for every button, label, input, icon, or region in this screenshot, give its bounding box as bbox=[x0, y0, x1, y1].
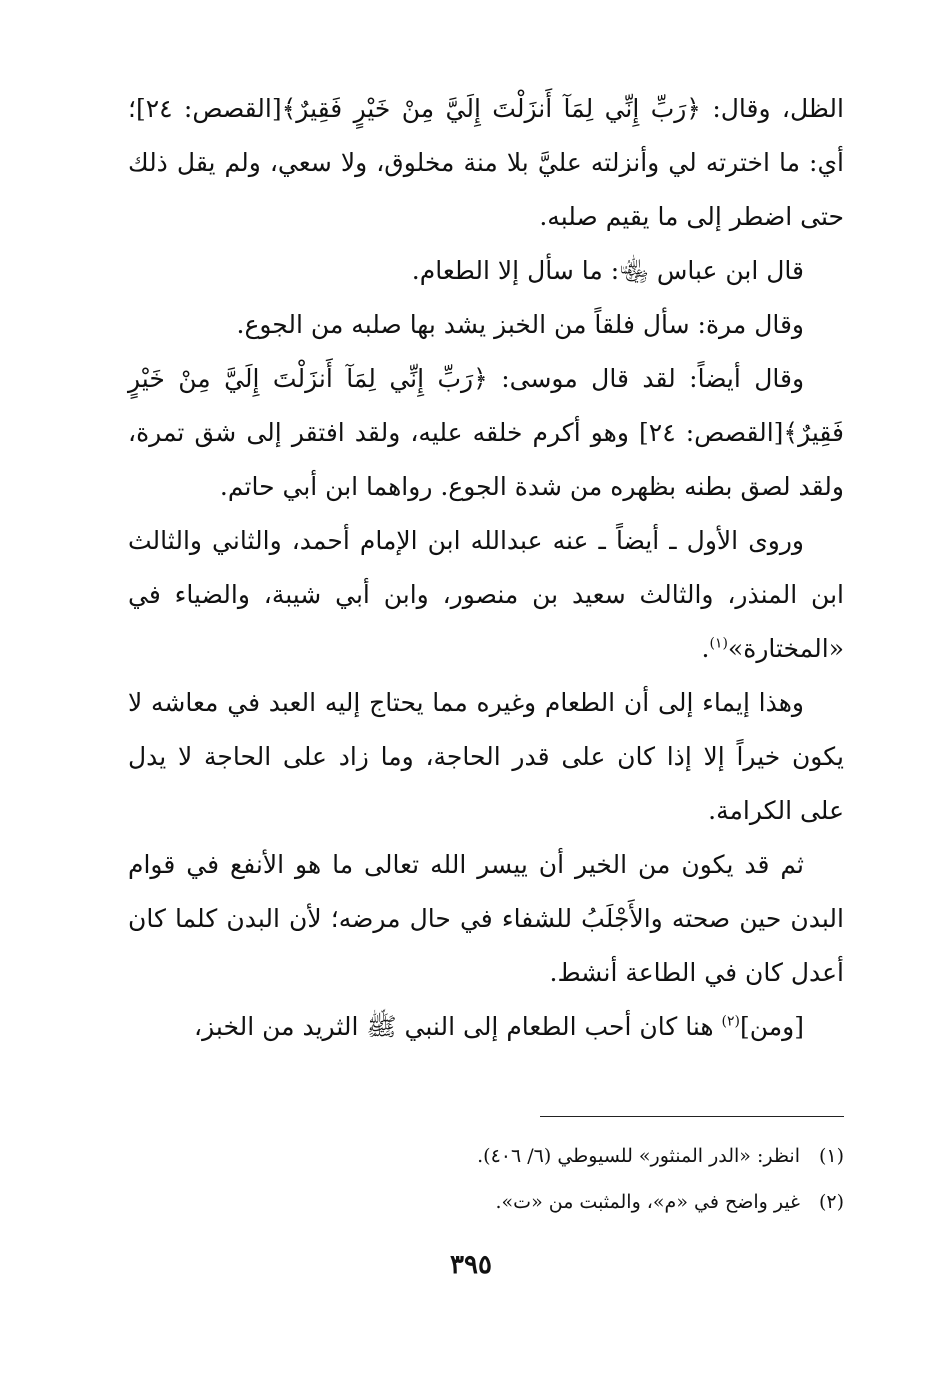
paragraph bbox=[128, 244, 844, 298]
quran-verse: ﴿رَبِّ إِنِّي لِمَآ أَنزَلْتَ إِلَيَّ مِنْ خَيْرٍ فَقِيرٌ﴾ bbox=[281, 94, 701, 123]
paragraph-text: ثم قد يكون من الخير أن ييسر الله تعالى ما هو الأنفع في قوام البدن حين صحته والأَجْلَبُ للشفاء في حال مرضه؛ لأن البدن كلما كان أعدل كان في الطاعة أنشط. bbox=[128, 850, 844, 987]
paragraph-text: [ومن] bbox=[739, 1012, 804, 1041]
page-number: ٣٩٥ bbox=[450, 1250, 492, 1280]
paragraph-text: وروى الأول ـ أيضاً ـ عنه عبدالله ابن الإمام أحمد، والثاني والثالث ابن المنذر، والثالث سعيد بن منصور، وابن أبي شيبة، والضياء في «المختارة» bbox=[128, 526, 844, 663]
paragraph-text: وهذا إيماء إلى أن الطعام وغيره مما يحتاج إليه العبد في معاشه لا يكون خيراً إلا إذا كان على قدر الحاجة، وما زاد على الحاجة لا يدل على الكرامة. bbox=[128, 688, 844, 825]
footnote-number: (١) bbox=[818, 1145, 844, 1167]
paragraph bbox=[128, 298, 844, 352]
footnotes bbox=[128, 1133, 844, 1225]
paragraph-text: وقال مرة: سأل فلقاً من الخبز يشد بها صلبه من الجوع. bbox=[236, 310, 804, 339]
paragraph bbox=[128, 1000, 844, 1054]
paragraph bbox=[128, 676, 844, 838]
paragraph-text: [القصص: ٢٤]؛ أي: ما اخترته لي وأنزلته عليَّ بلا منة مخلوق، ولا سعي، ولم يقل ذلك حتى اضطر إلى ما يقيم صلبه. bbox=[128, 94, 844, 231]
paragraph bbox=[128, 352, 844, 514]
footnote bbox=[128, 1179, 844, 1225]
paragraph bbox=[128, 514, 844, 676]
footnote-number: (٢) bbox=[818, 1191, 844, 1213]
footnote-text: انظر: «الدر المنثور» للسيوطي (٦/ ٤٠٦). bbox=[477, 1145, 800, 1167]
footnote-reference: (٢) bbox=[721, 1013, 740, 1030]
paragraph-text: [القصص: ٢٤] وهو أكرم خلقه عليه، ولقد افتقر إلى شق تمرة، ولقد لصق بطنه بظهره من شدة الجوع. رواهما ابن أبي حاتم. bbox=[128, 418, 844, 501]
footnote-reference: (١) bbox=[709, 635, 728, 652]
paragraph-text: وقال أيضاً: لقد قال موسى: bbox=[487, 364, 805, 393]
paragraph-text: الظل، وقال: bbox=[700, 94, 844, 123]
paragraph bbox=[128, 838, 844, 1000]
footnote-separator bbox=[540, 1116, 844, 1117]
quran-verse: ﴿رَبِّ إِنِّي لِمَآ أَنزَلْتَ إِلَيَّ مِنْ خَيْرٍ فَقِيرٌ﴾ bbox=[128, 364, 845, 447]
paragraph-text: هنا كان أحب الطعام إلى النبي ﷺ الثريد من الخبز، bbox=[194, 1012, 722, 1041]
paragraph bbox=[128, 82, 844, 244]
main-text bbox=[128, 82, 844, 1054]
footnote-text: غير واضح في «م»، والمثبت من «ت». bbox=[495, 1191, 800, 1213]
paragraph-text: . bbox=[701, 634, 710, 663]
footnote bbox=[128, 1133, 844, 1179]
paragraph-text: قال ابن عباس ﵄: ما سأل إلا الطعام. bbox=[411, 256, 804, 285]
